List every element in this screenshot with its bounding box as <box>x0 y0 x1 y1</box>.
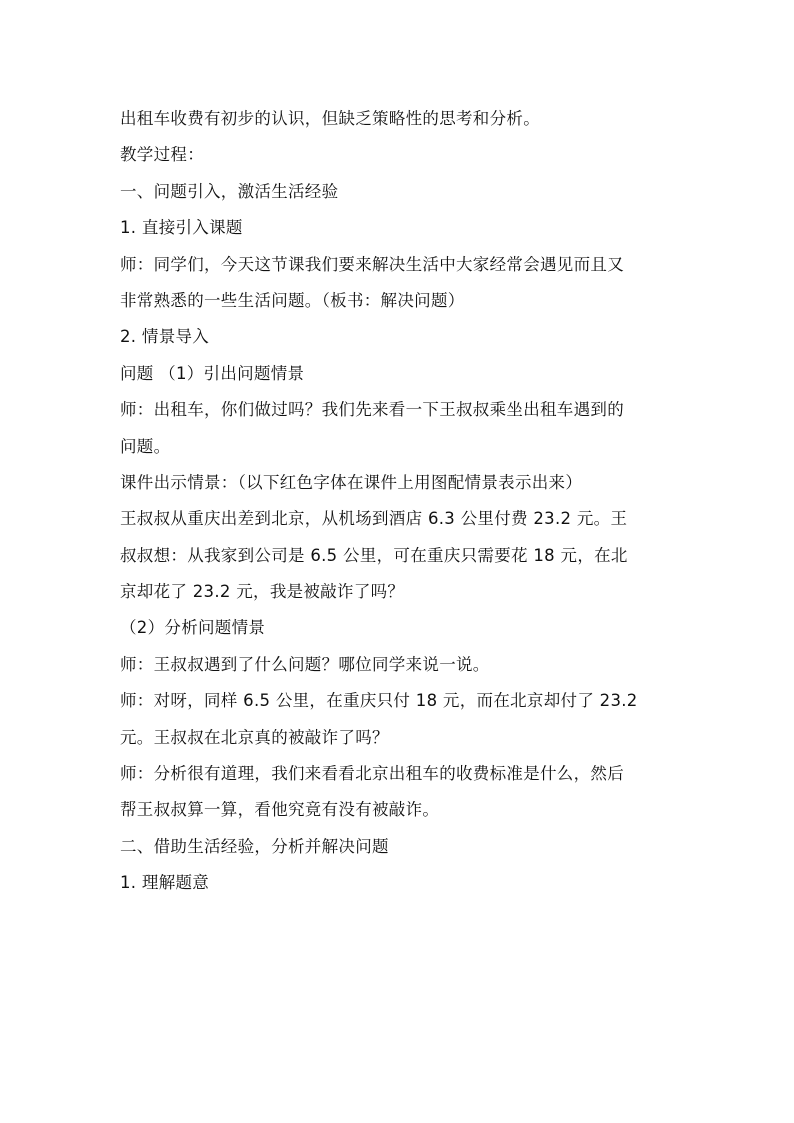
text-line: 师：对呀，同样 6.5 公里，在重庆只付 18 元，而在北京却付了 23.2 <box>120 691 638 711</box>
text-line: 元。王叔叔在北京真的被敲诈了吗？ <box>120 727 389 747</box>
text-line: 出租车收费有初步的认识，但缺乏策略性的思考和分析。 <box>120 109 540 128</box>
section-heading: 二、借助生活经验，分析并解决问题 <box>120 836 389 856</box>
text-line: 帮王叔叔算一算，看他究竟有没有被敲诈。 <box>120 800 440 820</box>
subsection-heading: 1. 直接引入课题 <box>120 218 243 238</box>
text-line: 师：王叔叔遇到了什么问题？哪位同学来说一说。 <box>120 654 490 674</box>
subsection-heading: 1. 理解题意 <box>120 873 210 893</box>
text-line: （2）分析问题情景 <box>120 618 266 638</box>
subsection-heading: 2. 情景导入 <box>120 327 210 347</box>
text-line: 叔叔想：从我家到公司是 6.5 公里，可在重庆只需要花 18 元，在北 <box>120 545 628 565</box>
text-line: 王叔叔从重庆出差到北京，从机场到酒店 6.3 公里付费 23.2 元。王 <box>120 509 628 529</box>
text-line: 师：出租车，你们做过吗？我们先来看一下王叔叔乘坐出租车遇到的 <box>120 400 624 420</box>
text-line: 师：同学们，今天这节课我们要来解决生活中大家经常会遇见而且又 <box>120 254 624 274</box>
text-line: 问题 （1）引出问题情景 <box>120 363 305 383</box>
text-line: 师：分析很有道理，我们来看看北京出租车的收费标准是什么，然后 <box>120 764 624 784</box>
text-line: 问题。 <box>120 436 171 456</box>
text-line: 课件出示情景：（以下红色字体在课件上用图配情景表示出来） <box>120 472 583 492</box>
section-heading: 教学过程： <box>120 145 204 165</box>
section-heading: 一、问题引入，激活生活经验 <box>120 181 339 201</box>
text-line: 京却花了 23.2 元，我是被敲诈了吗？ <box>120 582 405 602</box>
text-line: 非常熟悉的一些生活问题。（板书：解决问题） <box>120 290 465 310</box>
document-body <box>120 101 686 902</box>
